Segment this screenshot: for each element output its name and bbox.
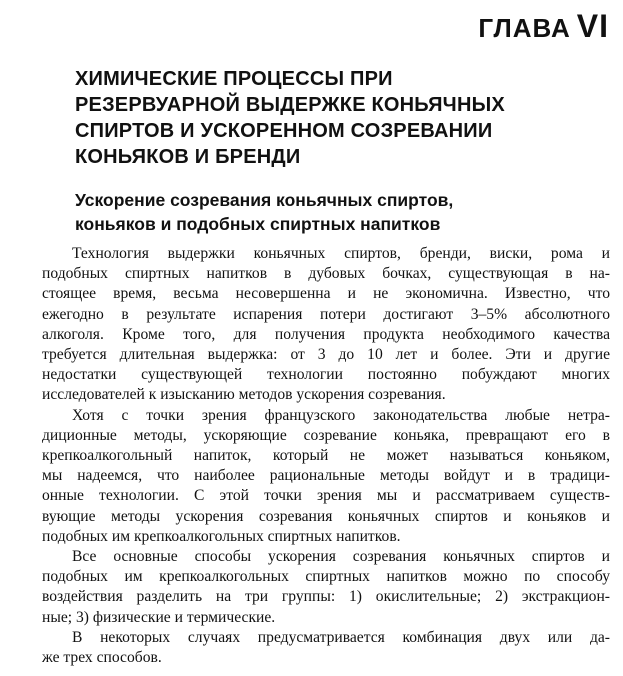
body-line: требуется длительная выдержка: от 3 до 10 лет и более. Эти и другие (42, 346, 610, 364)
chapter-heading (478, 10, 609, 42)
body-text (42, 244, 610, 668)
section-heading-line: Ускорение созревания коньячных спиртов, (75, 190, 454, 210)
body-line: недостатки существующей технологии постоянно побуждают многих (42, 366, 610, 384)
body-line: же трех способов. (42, 649, 162, 667)
chapter-title-line: ХИМИЧЕСКИЕ ПРОЦЕССЫ ПРИ (75, 68, 393, 90)
body-line: Хотя с точки зрения французского законодательства любые нетра- (72, 406, 610, 424)
body-line: вующие методы ускорения созревания коньячных спиртов и коньяков и (42, 507, 610, 525)
section-heading-line: коньяков и подобных спиртных напитков (75, 214, 441, 234)
body-line: воздействия разделить на три группы: 1) окислительные; 2) экстракцион- (42, 588, 610, 606)
body-line: диционные методы, ускоряющие созревание коньяка, превращают его в (42, 426, 610, 444)
body-line: ежегодно в результате испарения потери достигают 3–5% абсолютного (42, 305, 610, 323)
body-line: Все основные способы ускорения созревания коньячных спиртов и (72, 548, 610, 566)
chapter-title-line: КОНЬЯКОВ И БРЕНДИ (75, 146, 301, 168)
chapter-number: VI (576, 8, 609, 44)
body-line: онные технологии. С этой точки зрения мы и рассматриваем существ- (42, 487, 610, 505)
section-heading (75, 188, 595, 236)
body-line: В некоторых случаях предусматривается комбинация двух или да- (72, 628, 610, 646)
chapter-title-line: СПИРТОВ И УСКОРЕННОМ СОЗРЕВАНИИ (75, 120, 493, 142)
body-line: Технология выдержки коньячных спиртов, бренди, виски, рома и (72, 245, 610, 262)
chapter-title-line: РЕЗЕРВУАРНОЙ ВЫДЕРЖКЕ КОНЬЯЧНЫХ (75, 94, 505, 116)
body-line: подобных им крепкоалкогольных спиртных напитков можно по способу (42, 568, 610, 586)
body-line: стоящее время, весьма несовершенна и не экономична. Известно, что (42, 285, 610, 303)
body-line: подобных спиртных напитков в дубовых бочках, существующая в на- (42, 265, 610, 283)
body-line: мы надеемся, что наиболее рациональные методы войдут и в традици- (42, 467, 610, 485)
body-line: подобных им крепкоалкогольных спиртных напитков. (42, 527, 401, 545)
chapter-label: ГЛАВА (478, 13, 571, 43)
body-line: крепкоалкогольный напиток, который не может называться коньяком, (42, 447, 610, 465)
chapter-title (75, 66, 595, 170)
body-line: исследователей к изысканию методов ускорения созревания. (42, 386, 446, 404)
body-line: ные; 3) физические и термические. (42, 608, 276, 626)
body-line: алкоголя. Кроме того, для получения продукта необходимого качества (42, 325, 610, 343)
